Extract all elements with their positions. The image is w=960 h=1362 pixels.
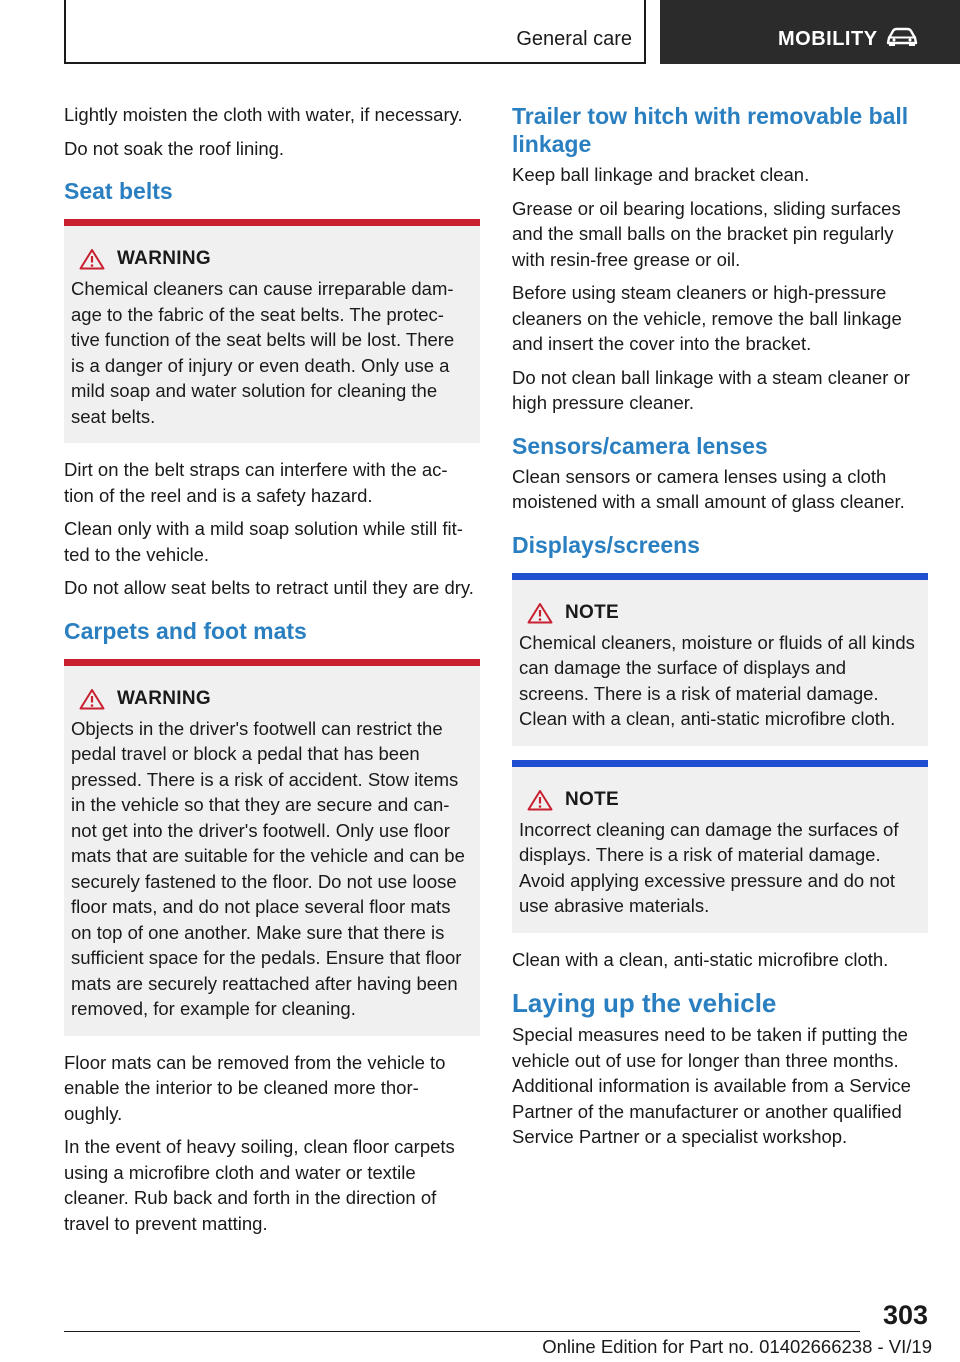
- warning-title: WARNING: [117, 687, 211, 709]
- section-title: General care: [516, 28, 632, 50]
- warning-triangle-icon: [527, 789, 553, 811]
- paragraph: Special measures need to be taken if putting the vehicle out of use for longer than three months. Additional information is available from a Service Partner of the manufacturer or another qualified Service Partner or a specialist workshop.: [512, 1024, 911, 1147]
- paragraph: Lightly moisten the cloth with water, if necessary.: [64, 104, 463, 125]
- left-column: [64, 102, 480, 1244]
- paragraph: Clean with a clean, anti-static microfibre cloth.: [512, 948, 889, 970]
- heading-laying-up: Laying up the vehicle: [512, 988, 777, 1018]
- paragraph: Floor mats can be removed from the vehicle to enable the interior to be cleaned more thor‐ oughly.: [64, 1051, 446, 1124]
- heading-sensors: Sensors/camera lenses: [512, 432, 768, 459]
- footer-divider: [64, 1331, 860, 1332]
- page-footer: [0, 1290, 960, 1362]
- paragraph: Clean only with a mild soap solution while still fit‐ ted to the vehicle.: [64, 518, 463, 565]
- car-icon: [886, 27, 918, 53]
- edition-note: Online Edition for Part no. 01402666238 - VI/19: [542, 1336, 932, 1357]
- warning-box: [64, 219, 480, 443]
- page-header: [0, 0, 960, 66]
- note-box: [512, 760, 928, 933]
- warning-triangle-icon: [79, 688, 105, 710]
- paragraph: Clean sensors or camera lenses using a cloth moistened with a small amount of glass cleaner.: [512, 465, 905, 512]
- paragraph: In the event of heavy soiling, clean floor carpets using a microfibre cloth and water or textile cleaner. Rub back and forth in the direction of travel to prevent matting.: [64, 1136, 455, 1234]
- warning-text: Chemical cleaners can cause irreparable dam‐ age to the fabric of the seat belts. The protec‐ tive function of the seat belts will be lost. There is a danger of injury or even death. Only use a mild soap and water solution for cleaning the seat belts.: [71, 278, 455, 427]
- page-number: 303: [882, 1300, 928, 1330]
- warning-box: [64, 659, 480, 1036]
- note-text: Incorrect cleaning can damage the surfaces of displays. There is a risk of material damage. Avoid applying excessive pressure and do not use abrasive materials.: [519, 818, 899, 916]
- note-title: NOTE: [565, 788, 619, 810]
- warning-title: WARNING: [117, 248, 211, 269]
- paragraph: Do not allow seat belts to retract until they are dry.: [64, 577, 474, 598]
- chapter-tab: [660, 0, 960, 64]
- heading-displays: Displays/screens: [512, 531, 700, 558]
- heading-carpets: Carpets and foot mats: [64, 617, 307, 644]
- heading-trailer-hitch: Trailer tow hitch with removable ball linkage: [512, 103, 909, 157]
- heading-seat-belts: Seat belts: [64, 178, 173, 204]
- paragraph: Keep ball linkage and bracket clean.: [512, 164, 810, 185]
- paragraph: Before using steam cleaners or high-pressure cleaners on the vehicle, remove the ball linkage and insert the cover into the bracket.: [512, 282, 902, 354]
- paragraph: Do not soak the roof lining.: [64, 137, 285, 159]
- note-box: [512, 573, 928, 746]
- note-title: NOTE: [565, 601, 619, 623]
- warning-text: Objects in the driver's footwell can restrict the pedal travel or block a pedal that has been pressed. There is a risk of accident. Stow items in the vehicle so that they are secure and can‐ not get into the driver's footwell. Only use floor mats that are suitable for the vehicle and can be securely fastened to the floor. Do not use loose floor mats, and do not place several floor mats on top of one another. Make sure that there is sufficient space for the pedals. Ensure that floor mats are securely reattached after having been removed, for example for cleaning.: [71, 717, 465, 1019]
- section-tab: [64, 0, 646, 64]
- paragraph: Dirt on the belt straps can interfere with the ac‐ tion of the reel and is a safety hazard.: [64, 459, 448, 506]
- chapter-title: MOBILITY: [778, 28, 878, 50]
- paragraph: Grease or oil bearing locations, sliding surfaces and the small balls on the bracket pin regularly with resin-free grease or oil.: [512, 197, 901, 270]
- right-column: [512, 102, 928, 1158]
- note-text: Chemical cleaners, moisture or fluids of all kinds can damage the surface of displays and screens. There is a risk of material damage. Clean with a clean, anti-static microfibre cloth.: [519, 631, 915, 729]
- warning-triangle-icon: [527, 602, 553, 624]
- warning-triangle-icon: [79, 248, 105, 270]
- paragraph: Do not clean ball linkage with a steam cleaner or high pressure cleaner.: [512, 366, 910, 413]
